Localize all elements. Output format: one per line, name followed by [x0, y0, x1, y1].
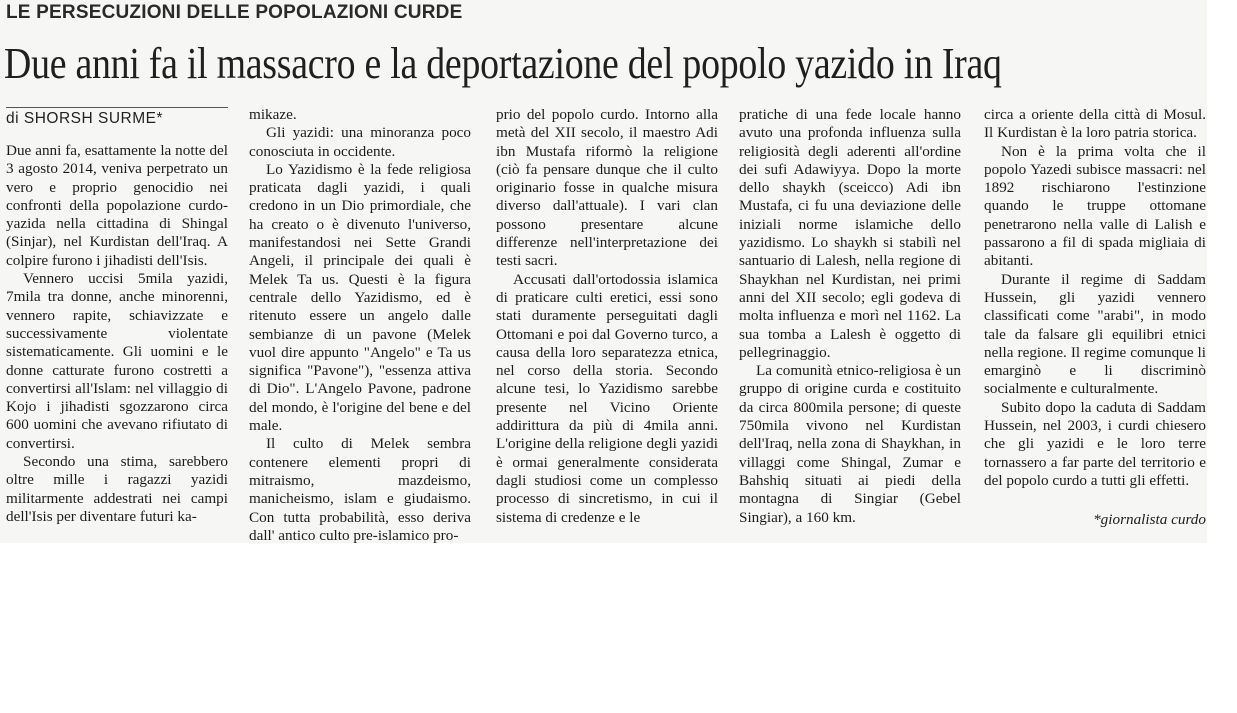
column-1: [6, 142, 228, 526]
column-5: [984, 106, 1206, 490]
author-note: *giornalista curdo: [1093, 511, 1206, 528]
paragraph: Accusati dall'ortodossia islamica di praticare culti eretici, essi sono stati duramente perseguitati dagli Ottomani e poi dal Governo turco, a causa della loro separatezza etnica, nel corso della storia. Secondo alcune tesi, lo Yazidismo sarebbe presente nel Vicino Oriente addirittura da più di 4mila anni. L'origine della religione degli yazidi è ormai generalmente considerata dagli studiosi come un complesso processo di sincretismo, in cui il sistema di credenze e le: [496, 270, 718, 526]
paragraph: pratiche di una fede locale hanno avuto una profonda influenza sulla religiosità degli aderenti all'ordine dei sufi Adawiyya. Dopo la morte dello shaykh (sceicco) Adi ibn Mustafa, ci fu una deviazione delle iniziali norme islamiche dello yazidismo. Lo shaykh si stabilì nel santuario di Lalesh, nella regione di Shaykhan nel Kurdistan, nei primi anni del XII secolo; egli godeva di molta influenza e morì nel 1162. La sua tomba a Lalesh è oggetto di pellegrinaggio.: [739, 106, 961, 361]
kicker: LE PERSECUZIONI DELLE POPOLAZIONI CURDE: [6, 2, 463, 23]
headline: Due anni fa il massacro e la deportazione del popolo yazido in Iraq: [4, 39, 1002, 88]
byline-rule: [6, 107, 228, 108]
paragraph: mikaze.: [249, 106, 297, 123]
paragraph: Secondo una stima, sarebbero oltre mille i ragazzi yazidi militarmente addestrati nei campi dell'Isis per diventare futuri ka-: [6, 453, 228, 525]
paragraph: Lo Yazidismo è la fede religiosa praticata dagli yazidi, i quali credono in un Dio primordiale, che ha creato o è divenuto l'universo, manifestandosi nei Sette Grandi Angeli, il principale dei quali è Melek Ta us. Questi è la figura centrale dello Yazidismo, ed è ritenuto essere un angelo dalle sembianze di un pavone (Melek vuol dire appunto "Angelo" e Ta us significa "Pavone"), "essenza attiva di Dio". L'Angelo Pavone, padrone del mondo, è l'origine del bene e del male.: [249, 160, 471, 435]
column-4: [739, 106, 961, 527]
paragraph: Subito dopo la caduta di Saddam Hussein, nel 2003, i curdi chiesero che gli yazidi e le loro terre tornassero a far parte del territorio e del popolo curdo a tutti gli effetti.: [984, 398, 1206, 489]
paragraph: Gli yazidi: una minoranza poco conosciuta in occidente.: [249, 124, 471, 160]
paragraph: Durante il regime di Saddam Hussein, gli yazidi vennero classificati come "arabi", in modo tale da falsare gli equilibri etnici nella regione. Il regime comunque li emarginò e li discriminò socialmente e culturalmente.: [984, 270, 1206, 398]
column-3: [496, 106, 718, 527]
paragraph: Non è la prima volta che il popolo Yazedi subisce massacri: nel 1892 rischiarono l'estinzione quando le truppe ottomane penetrarono nella valle di Lalish e passarono a fil di spada migliaia di abitanti.: [984, 142, 1206, 270]
paragraph: prio del popolo curdo. Intorno alla metà del XII secolo, il maestro Adi ibn Mustafa riformò la religione (ciò fa pensare dunque che il culto originario fosse in qualche misura diverso dall'attuale). I vari clan possono presentare alcune differenze nell'interpretazione dei testi sacri.: [496, 106, 718, 270]
paragraph: Due anni fa, esattamente la notte del 3 agosto 2014, veniva perpetrato un vero e proprio genocidio nei confronti della popolazione curdo-yazida nella cittadina di Shingal (Sinjar), nel Kurdistan dell'Iraq. A colpire furono i jihadisti dell'Isis.: [6, 142, 228, 269]
paragraph: circa a oriente della città di Mosul. Il Kurdistan è la loro patria storica.: [984, 106, 1206, 142]
column-2: [249, 106, 471, 545]
paragraph: Vennero uccisi 5mila yazidi, 7mila tra donne, anche minorenni, vennero rapite, schiavizzate e successivamente violentate sistematicamente. Gli uomini e le donne catturate furono costretti a convertirsi all'Islam: nel villaggio di Kojo i jihadisti sgozzarono circa 600 uomini che avevano rifiutato di convertirsi.: [6, 270, 228, 452]
byline: di SHORSH SURME*: [6, 110, 163, 127]
paragraph: La comunità etnico-religiosa è un gruppo di origine curda e costituito da circa 800mila persone; di queste 750mila vivono nel Kurdistan dell'Iraq, nella zona di Shaykhan, in villaggi come Shingal, Zumar e Bahshiq situati ai piedi della montagna di Singiar (Gebel Singiar), a 160 km.: [739, 362, 961, 526]
paragraph: Il culto di Melek sembra contenere elementi propri di mitraismo, mazdeismo, manicheismo, islam e giudaismo. Con tutta probabilità, esso deriva dall' antico culto pre-islamico pro-: [249, 435, 471, 544]
